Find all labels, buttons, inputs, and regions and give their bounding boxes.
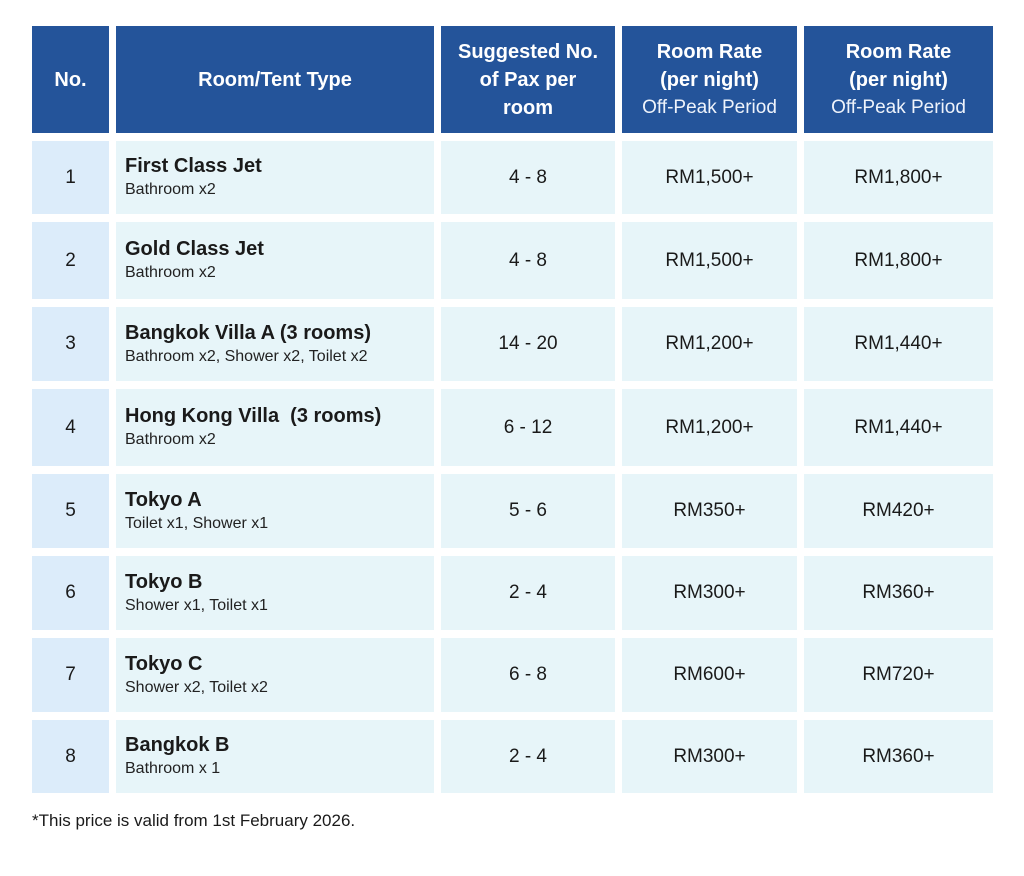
row-rate-1: RM1,500+ (622, 222, 797, 299)
header-room-type (116, 26, 434, 133)
row-pax: 6 - 12 (441, 389, 615, 466)
row-pax: 4 - 8 (441, 141, 615, 214)
header-no-label: No. (54, 68, 87, 91)
table-row (32, 389, 994, 466)
row-no: 5 (32, 474, 109, 548)
header-rate-2 (804, 26, 993, 133)
row-room-type (116, 389, 434, 466)
row-rate-2: RM1,440+ (804, 307, 993, 381)
row-rate-1: RM300+ (622, 720, 797, 793)
room-amenities: Shower x1, Toilet x1 (125, 596, 268, 614)
price-validity-footnote: *This price is valid from 1st February 2026. (32, 811, 356, 830)
room-amenities: Bathroom x2 (125, 431, 216, 448)
header-rate-period: Off-Peak Period (642, 96, 777, 118)
table-row (32, 307, 994, 381)
row-no: 8 (32, 720, 109, 793)
row-pax: 6 - 8 (441, 638, 615, 712)
room-name: Bangkok Villa A (3 rooms) (125, 321, 371, 344)
row-no: 3 (32, 307, 109, 381)
room-name: Bangkok B (125, 734, 230, 756)
room-name: Gold Class Jet (125, 238, 264, 260)
row-pax: 2 - 4 (441, 556, 615, 630)
row-no: 7 (32, 638, 109, 712)
header-pax (441, 26, 615, 133)
row-rate-2: RM420+ (804, 474, 993, 548)
row-rate-1: RM1,200+ (622, 389, 797, 466)
row-room-type (116, 556, 434, 630)
row-no: 4 (32, 389, 109, 466)
table-row (32, 638, 994, 712)
room-amenities: Bathroom x2 (125, 264, 216, 281)
header-pax-line: Suggested No. (457, 40, 598, 63)
row-room-type (116, 222, 434, 299)
room-name: First Class Jet (125, 155, 262, 177)
row-rate-2: RM1,800+ (804, 222, 993, 299)
room-name: Tokyo A (125, 488, 202, 511)
table-header (32, 26, 994, 133)
row-no: 1 (32, 141, 109, 214)
header-room-type-label: Room/Tent Type (198, 68, 352, 91)
row-rate-2: RM1,440+ (804, 389, 993, 466)
room-amenities: Bathroom x2, Shower x2, Toilet x2 (125, 347, 368, 365)
row-pax: 4 - 8 (441, 222, 615, 299)
row-no: 6 (32, 556, 109, 630)
row-rate-1: RM1,200+ (622, 307, 797, 381)
row-room-type (116, 141, 434, 214)
row-rate-2: RM1,800+ (804, 141, 993, 214)
table-row (32, 556, 994, 630)
header-rate-period: Off-Peak Period (831, 96, 966, 118)
row-pax: 2 - 4 (441, 720, 615, 793)
row-rate-2: RM720+ (804, 638, 993, 712)
room-name: Hong Kong Villa (3 rooms) (125, 405, 382, 427)
header-pax-line: room (503, 96, 553, 119)
rate-table (32, 26, 994, 801)
header-rate-line: (per night) (849, 68, 948, 91)
row-room-type (116, 638, 434, 712)
room-name: Tokyo B (125, 570, 203, 593)
row-rate-1: RM350+ (622, 474, 797, 548)
row-pax: 5 - 6 (441, 474, 615, 548)
table-row (32, 720, 994, 793)
header-pax-line: of Pax per (479, 68, 577, 91)
row-rate-1: RM300+ (622, 556, 797, 630)
table-row (32, 222, 994, 299)
row-no: 2 (32, 222, 109, 299)
table-row (32, 141, 994, 214)
row-rate-2: RM360+ (804, 556, 993, 630)
row-rate-2: RM360+ (804, 720, 993, 793)
row-room-type (116, 307, 434, 381)
table-row (32, 474, 994, 548)
room-name: Tokyo C (125, 652, 203, 675)
row-pax: 14 - 20 (441, 307, 615, 381)
room-amenities: Bathroom x 1 (125, 760, 221, 777)
header-rate-line: Room Rate (656, 40, 763, 63)
row-rate-1: RM1,500+ (622, 141, 797, 214)
header-rate-line: (per night) (660, 68, 759, 91)
header-no (32, 26, 109, 133)
header-rate-1 (622, 26, 797, 133)
row-rate-1: RM600+ (622, 638, 797, 712)
room-amenities: Bathroom x2 (125, 181, 216, 198)
room-amenities: Toilet x1, Shower x1 (125, 514, 269, 532)
row-room-type (116, 474, 434, 548)
room-amenities: Shower x2, Toilet x2 (125, 678, 268, 696)
header-rate-line: Room Rate (845, 40, 952, 63)
row-room-type (116, 720, 434, 793)
